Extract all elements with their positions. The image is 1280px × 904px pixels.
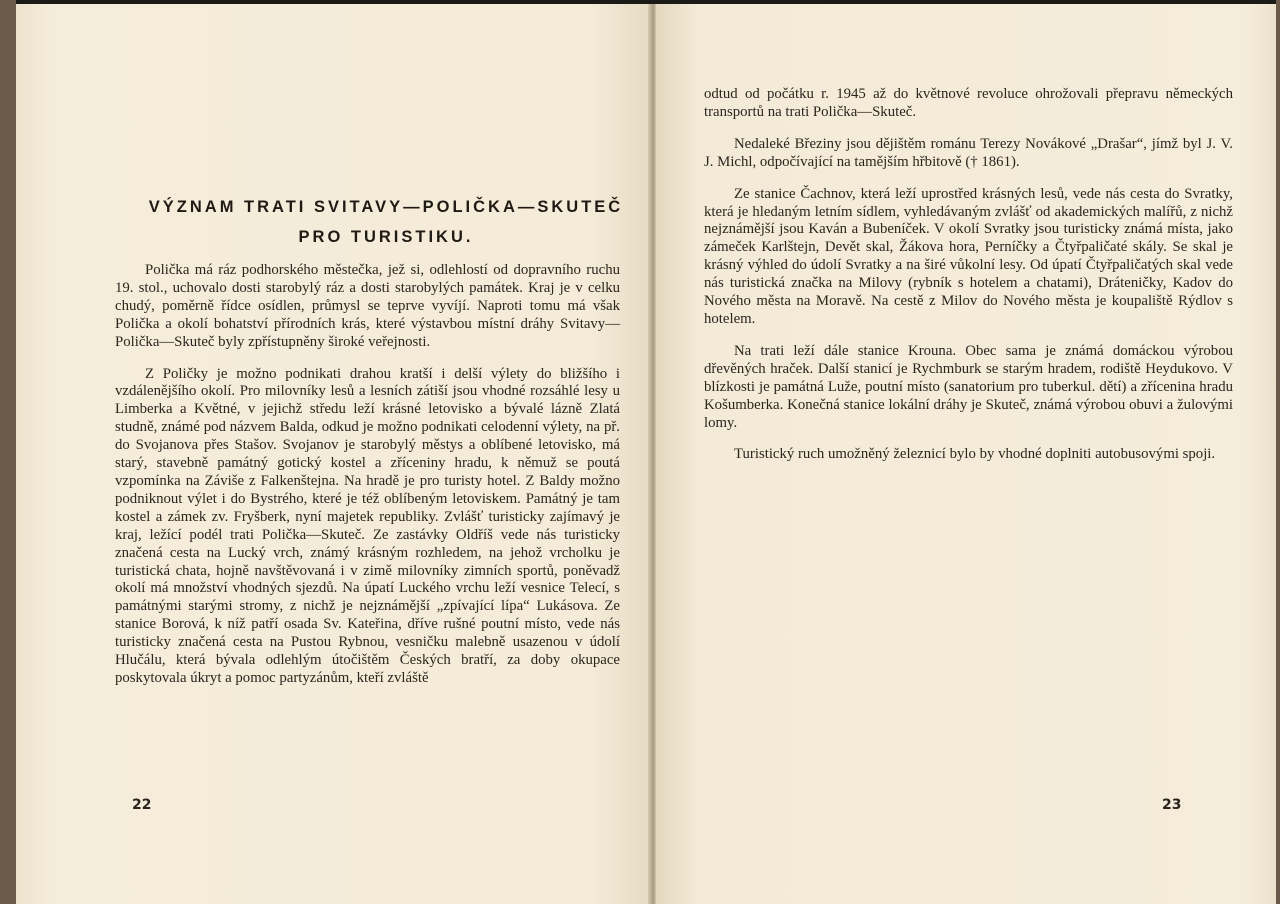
- right-page-body: [704, 86, 1233, 478]
- chapter-heading-line-1: VÝZNAM TRATI SVITAVY—POLIČKA—SKUTEČ: [148, 198, 624, 216]
- chapter-heading: [146, 192, 626, 252]
- paragraph: Polička má ráz podhorského městečka, jež si, odlehlostí od dopravního ruchu 19. stol., uchovalo dosti starobylý ráz a dosti starobylých památek. Kraj je v celku chudý, poměrně řídce osídlen, průmysl se teprve vyvíjí. Naproti tomu má však Polička a okolí bohatství přírodních krás, které výstavbou místní dráhy Svitavy—Polička—Skuteč byly zpřístupněny široké veřejnosti.: [115, 262, 620, 350]
- page-number-right: 23: [1162, 797, 1182, 813]
- right-page: [656, 4, 1276, 904]
- paragraph: Nedaleké Březiny jsou dějištěm románu Terezy Novákové „Drašar“, jímž byl J. V. J. Michl, odpočívající na tamějším hřbitově († 1861).: [704, 135, 1233, 170]
- paragraph: Z Poličky je možno podnikati drahou kratší i delší výlety do bližšího i vzdálenějšího okolí. Pro milovníky lesů a lesních zátiší jsou vhodné rozsáhlé lesy u Limberka a Květné, v jejichž středu leží krásné letovisko a bývalé lázně Zlatá studně, známé pod názvem Balda, odkud je možno podnikati celodenní výlety, na př. do Svojanova přes Stašov. Svojanov je starobylý městys a oblíbené letovisko, má starý, stavebně památný gotický kostel a zříceniny hradu, k němuž se poutá vzpomínka na Záviše z Falkenštejna. Na hradě je pro turisty hotel. Z Baldy možno podniknout výlet i do Bystrého, které je též oblíbeným letoviskem. Památný je tam kostel a zámek zv. Fryšberk, nyní majetek republiky. Zvlášť turisticky zajímavý je kraj, ležící podél trati Polička—Skuteč. Ze zastávky Oldříš vede nás turisticky značená cesta na Lucký vrch, známý krásným rozhledem, na jehož vrcholku je turistická chata, hojně navštěvovaná i v zimě milovníky zimních sportů, poněvadž okolí má množství vhodných sjezdů. Na úpatí Luckého vrchu leží vesnice Telecí, s památnými starými stromy, z nichž je nejznámější „zpívající lípa“ Lukásova. Ze stanice Borová, k níž patří osada Sv. Kateřina, dříve rušné poutní místo, vede nás turisticky značená cesta na Pustou Rybnou, vesničku malebně usazenou v údolí Hlučálu, která bývala odlehlým útočištěm Českých bratří, za doby okupace poskytovala úkryt a pomoc partyzánům, kteří zvláště: [115, 365, 620, 686]
- paragraph: Turistický ruch umožněný železnicí bylo by vhodné doplniti autobusovými spoji.: [734, 446, 1216, 463]
- paragraph-continuation: odtud od počátku r. 1945 až do květnové revoluce ohrožovali přepravu německých transportů na trati Polička—Skuteč.: [704, 86, 1233, 120]
- left-page: [16, 4, 652, 904]
- left-cover-edge: [0, 0, 16, 904]
- paragraph: Ze stanice Čachnov, která leží uprostřed krásných lesů, vede nás cesta do Svratky, která je hledaným letním sídlem, vyhledávaným zvlášť od akademických malířů, z nichž nejznámější jsou Kaván a Bubeníček. V okolí Svratky jsou turisticky známá místa, jako zámeček Karlštejn, Devět skal, Žákova hora, Perníčky a Čtyřpaličaté skály. Se skal je krásný výhled do údolí Svratky a na širé vůkolní lesy. Od úpatí Čtyřpaličatých skal vede nás turistická značka na Milovy (rybník s hotelem a chatami), Dráteničky, Kadov do Nového města na Moravě. Na cestě z Milov do Nového města je koupaliště Rýdlov s hotelem.: [704, 185, 1233, 327]
- page-number-left: 22: [132, 797, 152, 813]
- left-page-body: [115, 262, 620, 702]
- paragraph: Na trati leží dále stanice Krouna. Obec sama je známá domáckou výrobou dřevěných hraček. Další stanicí je Rychmburk se starým hradem, rodiště Heydukovo. V blízkosti je památná Luže, poutní místo (sanatorium pro tuberkul. dětí) a zřícenina hradu Košumberka. Konečná stanice lokální dráhy je Skuteč, známá výrobou obuvi a žulovými lomy.: [704, 342, 1233, 431]
- chapter-heading-line-2: PRO TURISTIKU.: [298, 228, 474, 246]
- right-cover-edge: [1276, 0, 1280, 904]
